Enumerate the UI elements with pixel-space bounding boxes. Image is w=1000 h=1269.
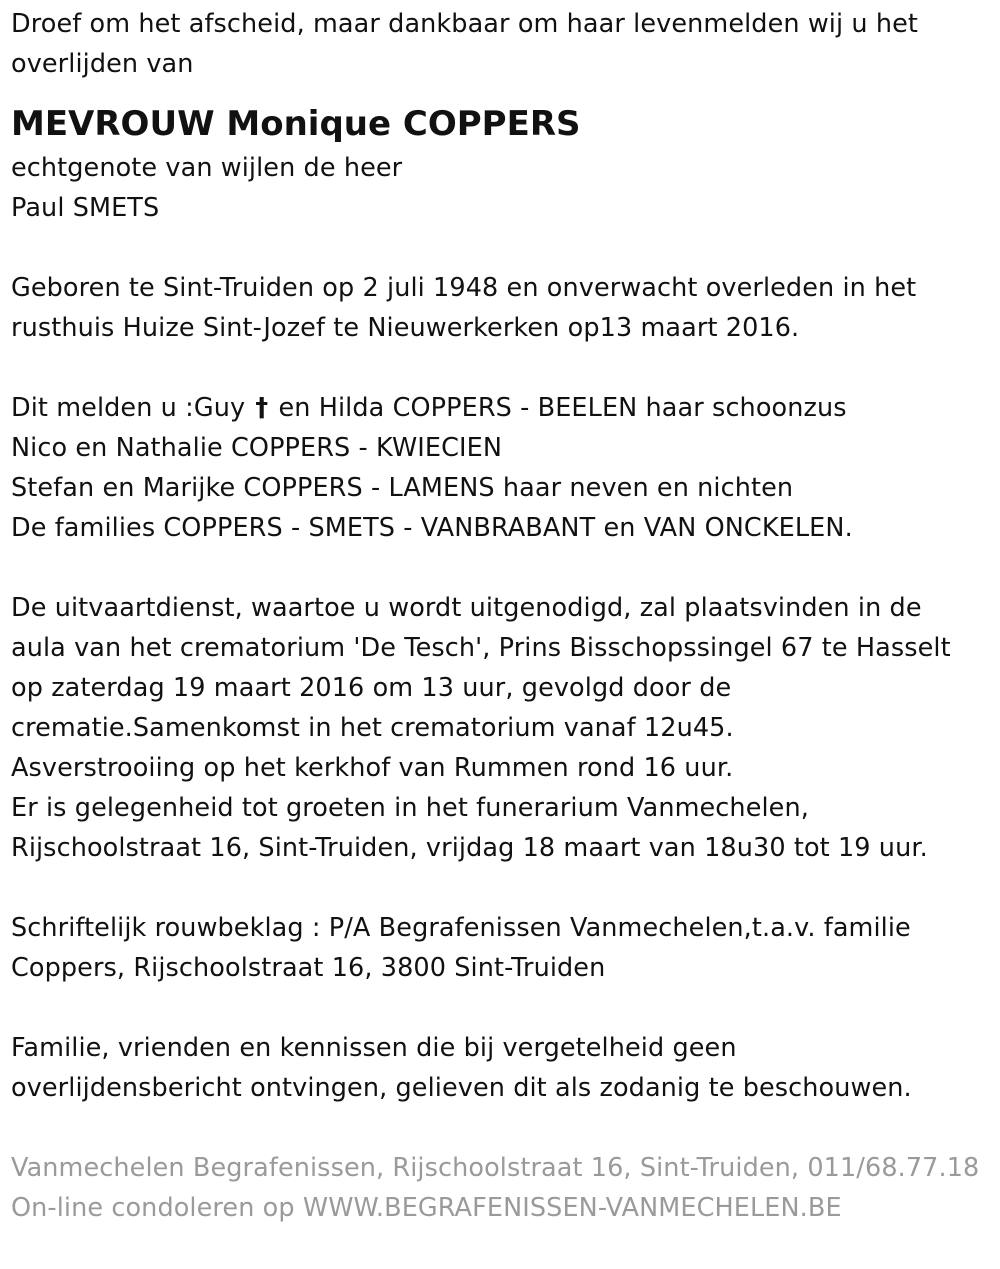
family-line: Nico en Nathalie COPPERS - KWIECIEN <box>11 433 503 463</box>
birth-death-line: rusthuis Huize Sint-Jozef te Nieuwerkerken op13 maart 2016. <box>11 313 800 343</box>
funeral-line: Er is gelegenheid tot groeten in het funerarium Vanmechelen, <box>11 793 809 823</box>
condolence-section <box>11 908 996 988</box>
funeral-line: op zaterdag 19 maart 2016 om 13 uur, gevolgd door de <box>11 673 732 703</box>
cross-icon: † <box>255 393 269 423</box>
condolence-line: Coppers, Rijschoolstraat 16, 3800 Sint-Truiden <box>11 953 606 983</box>
footer-address: Vanmechelen Begrafenissen, Rijschoolstraat 16, Sint-Truiden, 011/68.77.18 <box>11 1153 980 1183</box>
birth-death-line: Geboren te Sint-Truiden op 2 juli 1948 en onverwacht overleden in het <box>11 273 917 303</box>
intro-line: overlijden van <box>11 49 194 79</box>
notice-section <box>11 1028 996 1108</box>
funeral-line: aula van het crematorium 'De Tesch', Prins Bisschopssingel 67 te Hasselt <box>11 633 951 663</box>
footer-website: On-line condoleren op WWW.BEGRAFENISSEN-VANMECHELEN.BE <box>11 1193 842 1223</box>
funeral-line: crematie.Samenkomst in het crematorium vanaf 12u45. <box>11 713 734 743</box>
funeral-line: Asverstrooiing op het kerkhof van Rummen rond 16 uur. <box>11 753 734 783</box>
spouse-section <box>11 148 996 228</box>
notice-line: overlijdensbericht ontvingen, gelieven dit als zodanig te beschouwen. <box>11 1073 912 1103</box>
funeral-line: De uitvaartdienst, waartoe u wordt uitgenodigd, zal plaatsvinden in de <box>11 593 922 623</box>
family-suffix: en Hilda COPPERS - BEELEN haar schoonzus <box>278 393 847 423</box>
birth-death-section <box>11 268 996 348</box>
spouse-line: Paul SMETS <box>11 193 160 223</box>
family-line <box>11 388 996 428</box>
obituary-notice <box>11 4 996 1228</box>
intro-line: Droef om het afscheid, maar dankbaar om haar levenmelden wij u het <box>11 9 918 39</box>
notice-line: Familie, vrienden en kennissen die bij vergetelheid geen <box>11 1033 737 1063</box>
family-section <box>11 388 996 548</box>
deceased-name: MEVROUW Monique COPPERS <box>11 104 581 144</box>
funeral-section <box>11 588 996 868</box>
intro-section <box>11 4 996 84</box>
family-line: De families COPPERS - SMETS - VANBRABANT en VAN ONCKELEN. <box>11 513 853 543</box>
footer <box>11 1148 996 1228</box>
funeral-line: Rijschoolstraat 16, Sint-Truiden, vrijdag 18 maart van 18u30 tot 19 uur. <box>11 833 928 863</box>
condolence-line: Schriftelijk rouwbeklag : P/A Begrafenissen Vanmechelen,t.a.v. familie <box>11 913 911 943</box>
family-line: Stefan en Marijke COPPERS - LAMENS haar neven en nichten <box>11 473 794 503</box>
spouse-line: echtgenote van wijlen de heer <box>11 153 403 183</box>
family-prefix: Dit melden u :Guy <box>11 393 246 423</box>
